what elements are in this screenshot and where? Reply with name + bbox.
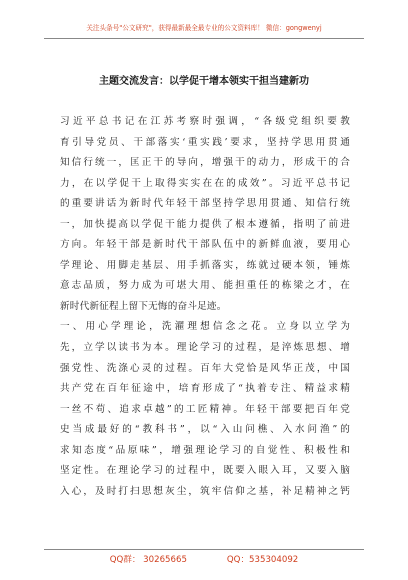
document-title: 主题交流发言：以学促干增本领实干担当建新功 [99, 76, 309, 87]
body-line: 育引导党员、干部落实‘重实践’要求，坚持学思用贯通 [60, 136, 350, 148]
footer [0, 553, 408, 565]
body-line: 学理论、用脚走基层、用手抓落实，练就过硬本领，锤炼 [60, 259, 350, 271]
body-line: 力，在以学促干上取得实实在在的成效”。习近平总书记 [60, 177, 350, 189]
footer-qq-group: QQ群： 30265665 [109, 555, 187, 565]
body-line: 先，立学以读书为本。理论学习的过程，是淬炼思想、增 [60, 342, 350, 354]
body-line: 的重要讲话为新时代年轻干部坚持学思用贯通、知信行统 [60, 198, 350, 210]
body-line: 一丝不苟、追求卓越”的工匠精神。年轻干部要把百年党 [60, 403, 350, 415]
body-line: 知信行统一，匡正干的导向，增强干的动力，形成干的合 [60, 157, 350, 169]
body-line: 强党性、洗涤心灵的过程。百年大党恰是风华正茂，中国 [60, 362, 350, 374]
body-line: 意志品质，努力成为可堪大用、能担重任的栋梁之才，在 [60, 280, 350, 292]
body-line: 求知态度“品原味”，增强理论学习的自觉性、积极性和 [60, 444, 350, 456]
body-line: 习近平总书记在江苏考察时强调，“各级党组织要教 [60, 116, 350, 127]
footer-divider [44, 549, 364, 550]
body-line: 一、用心学理论，洗濯理想信念之花。立身以立学为 [60, 321, 350, 333]
body-line: 新时代新征程上留下无悔的奋斗足迹。 [60, 300, 227, 312]
header-promo-note: 关注头条号"公文研究"，获得最新最全最专业的公文资料库！ 微信：gongwenyj [86, 24, 322, 32]
body-line: 史当成最好的“教科书”，以“入山问樵、入水问渔”的 [60, 424, 350, 436]
header-divider [44, 38, 364, 39]
body-line: 一，加快提高以学促干能力提供了根本遵循，指明了前进 [60, 218, 350, 230]
footer-qq-number: QQ：535304092 [226, 555, 299, 565]
body-text [60, 112, 350, 502]
body-line: 入心，及时打扫思想灰尘，筑牢信仰之基，补足精神之钙 [60, 485, 350, 497]
body-line: 方向。年轻干部是新时代干部队伍中的新鲜血液，要用心 [60, 239, 350, 251]
body-line: 坚定性。在理论学习的过程中，既要入眼入耳，又要入脑 [60, 465, 350, 477]
body-line: 共产党在百年征途中，培育形成了“执着专注、精益求精 [60, 383, 350, 395]
